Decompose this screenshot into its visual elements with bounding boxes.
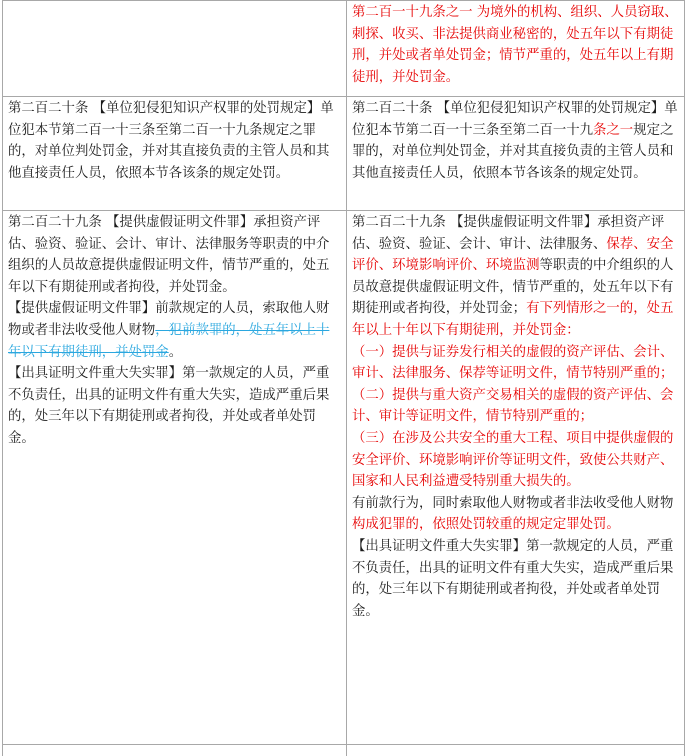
old-text-cell [3,211,347,745]
clause-text: 。 [169,345,182,360]
clause-text: 【出具证明文件重大失实罪】第一款规定的人员，严重不负责任，出具的证明文件有重大失实，造成严重后果的，处三年以下有期徒刑或者拘役，并处或者单处罚金。 [8,366,329,446]
amended-text: （三）在涉及公共安全的重大工程、项目中提供虚假的安全评价、环境影响评价等证明文件，致使公共财产、国家和人民利益遭受特别重大损失的。 [352,431,673,489]
clause-text: 第二百二十条 【单位犯侵犯知识产权罪的处罚规定】单位犯本节第二百一十三条至第二百一十九 [352,101,678,138]
table-row [3,97,685,211]
new-text-cell [347,211,685,745]
clause-paragraph [8,212,342,298]
deleted-text: ，犯前款罪的，处五年以上十年以下有期徒刑，并处罚金 [8,323,329,360]
old-text-cell [3,97,347,211]
amended-text: 保荐、安全评价、环境影响评价、环境监测 [352,237,673,274]
old-text-cell [3,1,347,97]
table-row [3,1,685,97]
comparison-table [2,0,685,756]
clause-paragraph [352,493,680,536]
clause-text: 规定之罪的，对单位判处罚金，并对其直接负责的主管人员和其他直接责任人员，依照本节各该条的规定处罚。 [352,123,673,181]
amended-text: 条之一 [593,123,633,138]
clause-paragraph [352,385,680,428]
clause-paragraph [8,98,342,184]
clause-text: 【出具证明文件重大失实罪】第一款规定的人员，严重不负责任，出具的证明文件有重大失实，造成严重后果的，处三年以下有期徒刑或者拘役，并处或者单处罚金。 [352,539,673,619]
clause-text: 有前款行为，同时索取他人财物或者非法收受他人财物 [352,496,673,511]
clause-paragraph [352,2,680,88]
new-text-cell [347,97,685,211]
clause-text: 第二百二十九条 【提供虚假证明文件罪】承担资产评估、验资、验证、会计、审计、法律服务等职责的中介组织的人员故意提供虚假证明文件，情节严重的，处五年以下有期徒刑或者拘役，并处罚金。 [8,215,329,295]
old-text-cell [3,745,347,756]
clause-paragraph [352,212,680,342]
clause-text: 【提供虚假证明文件罪】前款规定的人员，索取他人财物或者非法收受他人财物 [8,301,329,338]
amended-text: 构成犯罪的，依照处罚较重的规定定罪处罚。 [352,517,620,532]
clause-text: 等职责的中介组织的人员故意提供虚假证明文件，情节严重的，处五年以下有期徒刑或者拘役，并处罚金； [352,258,673,316]
new-text-cell [347,745,685,756]
clause-paragraph [352,342,680,385]
clause-paragraph [352,536,680,622]
clause-text: 第二百二十九条 【提供虚假证明文件罪】承担资产评估、验资、验证、会计、审计、法律服务、 [352,215,664,252]
clause-paragraph [352,428,680,493]
amended-text: （二）提供与重大资产交易相关的虚假的资产评估、会计、审计等证明文件，情节特别严重的； [352,388,673,425]
new-text-cell [347,1,685,97]
table-row [3,745,685,756]
clause-paragraph [8,363,342,449]
table-row [3,211,685,745]
amended-text: 有下列情形之一的，处五年以上十年以下有期徒刑，并处罚金： [352,301,673,338]
clause-paragraph [352,98,680,184]
amended-text: （一）提供与证券发行相关的虚假的资产评估、会计、审计、法律服务、保荐等证明文件，情节特别严重的； [352,345,673,382]
amended-text: 第二百一十九条之一 为境外的机构、组织、人员窃取、刺探、收买、非法提供商业秘密的，处五年以下有期徒刑，并处或者单处罚金；情节严重的，处五年以上有期徒刑，并处罚金。 [352,5,678,85]
clause-paragraph [8,298,342,363]
clause-text: 第二百二十条 【单位犯侵犯知识产权罪的处罚规定】单位犯本节第二百一十三条至第二百一十九条规定之罪的，对单位判处罚金，并对其直接负责的主管人员和其他直接责任人员，依照本节各该条的规定处罚。 [8,101,334,181]
